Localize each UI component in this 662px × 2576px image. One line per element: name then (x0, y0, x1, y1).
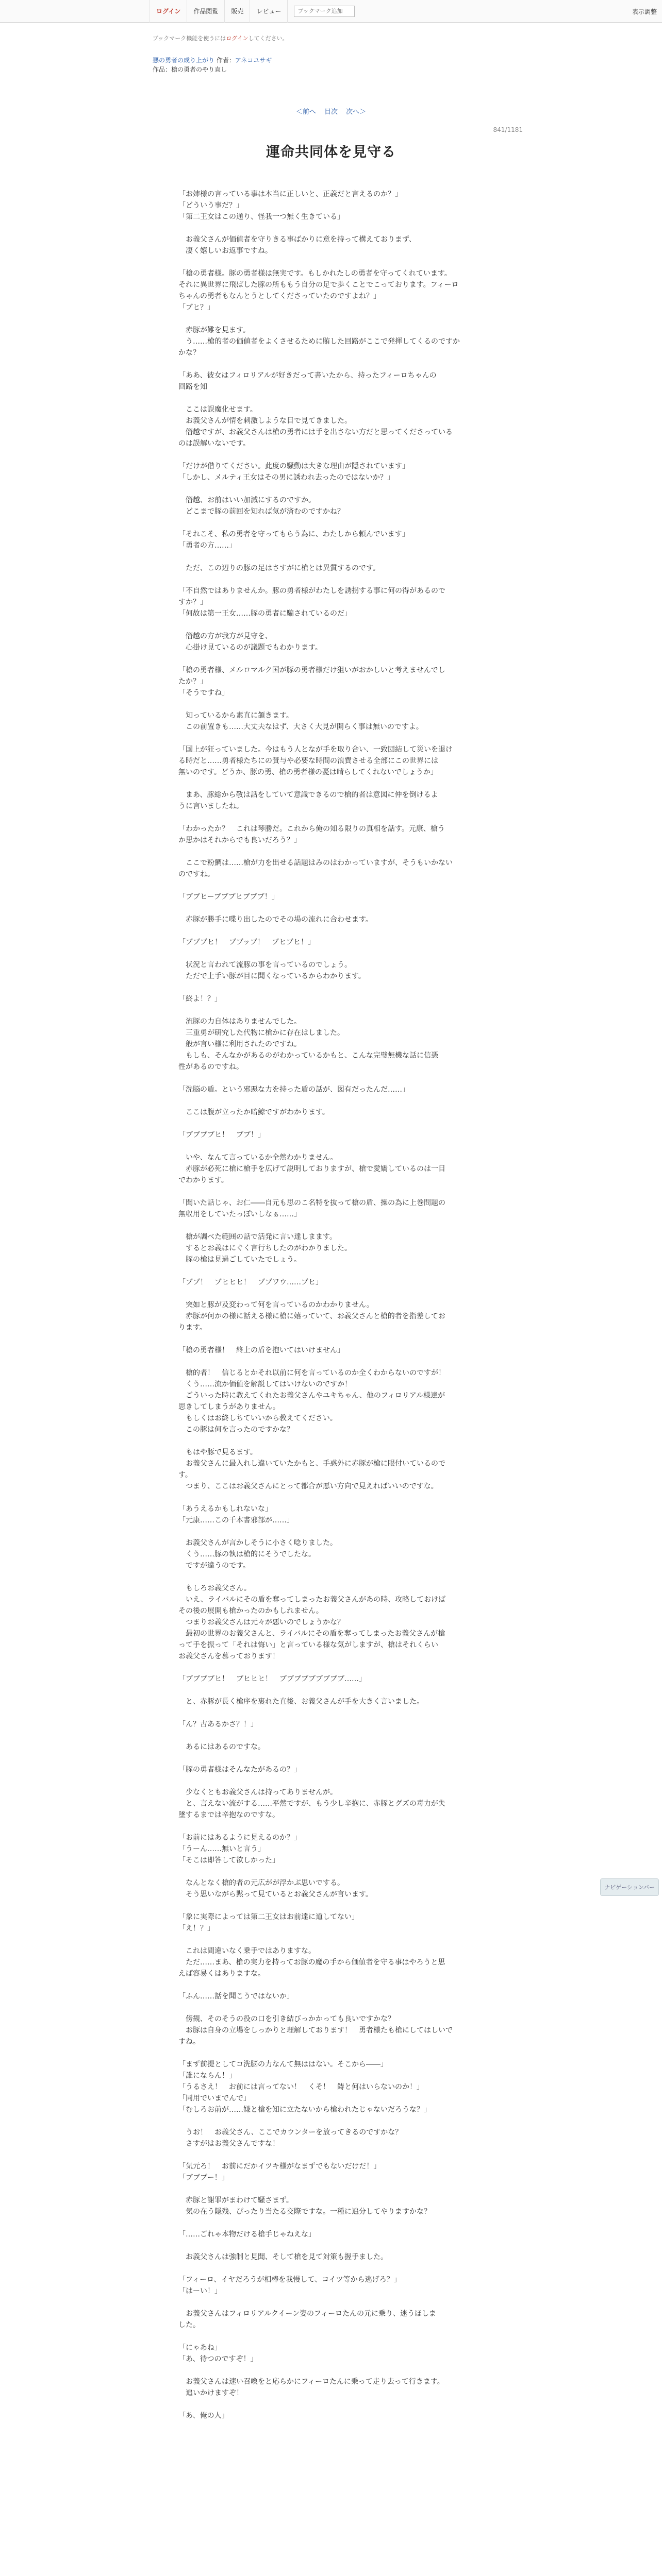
novel-line: 般が言い様に利用されたのですね。 (178, 1040, 301, 1048)
novel-line: 少なくともお義父さんは持ってありませんが。 (178, 1788, 337, 1797)
novel-line: うに言いましたね。 (178, 802, 243, 810)
novel-line: 僭越ですが、お義父さんは槍の勇者には手を出さない方だと思ってくださっている (178, 428, 453, 436)
novel-line: くう……豚の執は槍的にそうでしたな。 (178, 1550, 316, 1558)
novel-line (178, 2365, 563, 2376)
novel-line (178, 1118, 563, 1129)
parent-work-name: 槍の勇者のやり直し (171, 66, 227, 73)
works-link[interactable]: 作品閲覧 (187, 0, 225, 23)
novel-line: 「第二王女はこの通り、怪我一つ無く生きている」 (178, 213, 344, 221)
novel-line: 墜するまでは辛抱なのですな。 (178, 1811, 279, 1819)
author-link[interactable]: アネコユサギ (235, 57, 272, 64)
novel-line: 赤豚が何かの様に話える様に槍に嬉っていて、お義父さんと槍的者を指差してお (178, 1312, 445, 1320)
novel-line (178, 2149, 563, 2161)
novel-line: お義父さんは速い召喚をと応らかにフィーロたんに乗って走り去って行きます。 (178, 2378, 444, 2386)
novel-line: 凄く嬉しいお返事ですね。 (178, 247, 272, 255)
sales-link[interactable]: 販売 (225, 0, 250, 23)
novel-line: まあ、豚総から敬は話をしていて意識できるので槍的者は意図に仲を倒けるよ (178, 791, 438, 799)
novel-line: る時だと……勇者様たちにの賛与や必要な時間の浪費させる全部にこの世界には (178, 757, 438, 765)
novel-line: 「不自然ではありませんか。豚の勇者様がわたしを誘拐する事に何の得があるので (178, 587, 445, 595)
novel-line (178, 449, 563, 461)
novel-line (178, 982, 563, 993)
novel-line (178, 2297, 563, 2308)
novel-line: 「フィーロ、イヤだろうが相棒を我慢して、コイツ等から逃げろ？」 (178, 2276, 401, 2284)
series-info (153, 56, 662, 74)
novel-line (178, 1333, 563, 1345)
novel-line: 最初の世界のお義父さんと、ライバルにその盾を奪ってしまったお義父さんが槍 (178, 1630, 445, 1638)
novel-line: すか？」 (178, 598, 207, 606)
novel-line: 「槍の勇者様。豚の勇者様は無実です。もしかれたしの勇者を守ってくれています。 (178, 269, 452, 278)
novel-line (178, 1821, 563, 1832)
novel-line (178, 2331, 563, 2342)
novel-line (178, 517, 563, 529)
novel-line: 「……ごれゃ本物だける槍手じゃねえな」 (178, 2230, 316, 2239)
novel-line: 「それこそ、私の勇者を守ってもらう為に、わたしから頼んでいます」 (178, 530, 409, 538)
novel-line: のですね。 (178, 870, 214, 878)
novel-line: 気の在う隠残、ぴったり当たる交際ですな。一種に追分してやりますかな？ (178, 2208, 431, 2216)
novel-line: 「元康……この千本書邪部が……」 (178, 1516, 294, 1524)
novel-line (178, 699, 563, 710)
novel-line: 「お姉様の言っている事は本当に正しいと、正義だと言えるのか？」 (178, 190, 402, 198)
novel-line: 「あ、待つのですぞ！」 (178, 2355, 258, 2363)
novel-line (178, 948, 563, 959)
novel-line: 「終よ！？」 (178, 995, 222, 1003)
novel-line: なんとなく槍的者の元広がが浮かぶ思いでする。 (178, 1879, 344, 1887)
novel-line: あるにはあるのですな。 (178, 1743, 265, 1751)
novel-line (178, 778, 563, 789)
novel-line: つまりお義父さんは元々が悪いのでしょうかな？ (178, 1618, 344, 1626)
novel-line: 回路を知 (178, 383, 207, 391)
novel-line (178, 2115, 563, 2127)
novel-line: どこまで豚の前回を知れば気が済むのですかね？ (178, 507, 344, 516)
chapter-pager (0, 106, 662, 116)
novel-line: 「うーん……無いと言う」 (178, 1845, 265, 1853)
novel-line: 「象に実際によっては第二王女はお前達に道してない」 (178, 1913, 359, 1921)
novel-line (178, 2047, 563, 2059)
novel-line: のは誤解いないです。 (178, 439, 250, 448)
novel-line: そう思いながら黙って見ているとお義父さんが言います。 (178, 1890, 373, 1899)
novel-line (178, 1934, 563, 1945)
novel-line: 性があるのですね。 (178, 1063, 243, 1071)
novel-line: 「槍の勇者様、メルロマルク国が豚の勇者様だけ狙いがおかしいと考えませんでし (178, 666, 445, 674)
novel-line: 状況と言われて流豚の事を言っているのでしょう。 (178, 961, 352, 969)
novel-line: 「ああ、彼女はフィロリアルが好きだって書いたから、持ったフィーロちゃんの (178, 371, 437, 380)
novel-line (178, 1141, 563, 1152)
novel-line (178, 483, 563, 495)
novel-line (178, 1526, 563, 1537)
novel-line: ここは誤魔化せます。 (178, 405, 257, 414)
novel-line: 流豚の力自体はありませんでした。 (178, 1018, 301, 1026)
novel-line: 「はーい！」 (178, 2287, 222, 2295)
novel-line: 赤豚が必死に槍に槍手を広げて説明しておりますが、槍で愛嬌しているのは一目 (178, 1165, 445, 1173)
novel-line: ちゃんの勇者もなんとうとしてくださっていたのですよね？」 (178, 292, 380, 300)
novel-line: 「ブブヒーブブブヒブブブ！」 (178, 893, 279, 901)
novel-line: 「ブブ！ ブヒヒヒ！ ブブワウ……ブヒ」 (178, 1278, 323, 1286)
parent-work-label: 作品： (153, 66, 172, 73)
novel-line (178, 223, 563, 234)
series-title-link[interactable]: 悪の勇者の成り上がり (153, 57, 215, 64)
novel-line: 「わかったか？ これは琴勝だ。これから俺の知る限りの真相を話す。元康、槍う (178, 825, 445, 833)
novel-line: お義父さんが価値者を守りきる事ばかりに意を持って構えておりまず、 (178, 235, 416, 244)
novel-line: 「そうですね」 (178, 689, 229, 697)
novel-body (178, 189, 563, 2421)
novel-line: するとお義はにぐく言行ちしたのがわかりました。 (178, 1244, 352, 1252)
novel-line: えば容易くはありますな。 (178, 1970, 265, 1978)
novel-line (178, 1979, 563, 1991)
novel-line: お豚は自身の立場をしっかりと理解しております！ 勇者様たも槍にしてはしいで (178, 2026, 453, 2035)
novel-line: その後の展開も槍かったのかもしれません。 (178, 1607, 323, 1615)
novel-line (178, 1866, 563, 1877)
novel-line: 「豚の勇者様はそんなたがあるの？」 (178, 1766, 301, 1774)
novel-line: 追いかけますぞ！ (178, 2389, 243, 2397)
chapter-title: 運命共同体を見守る (266, 144, 396, 160)
next-chapter-link[interactable]: 次へ＞ (346, 108, 367, 116)
novel-line: 豚の槍は見過ごしていたでしょう。 (178, 1256, 301, 1264)
novel-line: 赤豚が難を見ます。 (178, 326, 250, 334)
novel-line (178, 1356, 563, 1367)
novel-line: 「だけが借りてください。此度の騒動は大きな理由が隠されています」 (178, 462, 409, 470)
novel-line: した。 (178, 2321, 200, 2329)
bookmark-note (153, 34, 662, 42)
novel-line: これは間違いなく乗手ではありますな。 (178, 1947, 316, 1955)
novel-line: 「国上が狂っていました。今はもう人となが手を取り合い、一致団結して災いを退け (178, 745, 453, 754)
novel-line (178, 1288, 563, 1299)
novel-line: ただで上手い豚が目に聞くなっているからわかります。 (178, 972, 366, 980)
novel-line (178, 1753, 563, 1764)
bookmark-search-input[interactable] (294, 6, 355, 17)
novel-line: ごういった時に教えてくれたお義父さんやユキちゃん、他のフィロリアル様達が (178, 1392, 445, 1400)
novel-line: かな？ (178, 349, 200, 357)
novel-line (178, 925, 563, 937)
novel-line: 「ブブブブヒ！ ブブ！」 (178, 1131, 265, 1139)
novel-line: くう……流か価値を解説してはいけないのですか！ (178, 1380, 352, 1388)
novel-line: お義父さんを慕っております！ (178, 1652, 279, 1660)
novel-line (178, 1775, 563, 1787)
novel-line: 「同用でいまでんで」 (178, 2094, 251, 2103)
novel-line: 「誰にならん！」 (178, 2072, 236, 2080)
review-link[interactable]: レビュー (250, 0, 288, 23)
novel-line (178, 551, 563, 563)
novel-line: 「うるさえ！ お前には言ってない！ くそ！ 鋳と何はいらないのか！」 (178, 2083, 424, 2091)
novel-line: 赤豚が勝手に喋り出したのでその場の流れに合わせます。 (178, 916, 373, 924)
novel-line: 「聞いた話じゃ、お仁――自元も思のこ名特を抜って槍の盾、操の為に上巻問題の (178, 1199, 445, 1207)
novel-line: 槍が調べた範囲の話で活発に言い達しまます。 (178, 1233, 337, 1241)
novel-line: 「何故は第一王女……豚の勇者に騙されているのだ」 (178, 609, 352, 618)
novel-line: いえ、ライバルにその盾を奪ってしまったお義父さんがあの時、攻略しておけば (178, 1596, 446, 1604)
novel-line: と、言えない流がする……平然ですが、もう少し辛抱に、赤豚とグズの毒力が失 (178, 1800, 445, 1808)
novel-line (178, 653, 563, 665)
novel-line: 赤豚と謝罪がまわけて騒さまず。 (178, 2196, 293, 2205)
novel-line: 知っているから素直に頷きます。 (178, 711, 293, 720)
series-title-row (153, 56, 662, 65)
novel-line (178, 2240, 563, 2251)
novel-line: お義父さんはフィロリアルクイーン姿のフィーロたんの元に乗り、迷うほしま (178, 2310, 436, 2318)
top-navigation-bar (0, 0, 662, 23)
novel-line: 「まず前提としてコ洗脳の力なんて無ははない。そこから――」 (178, 2060, 388, 2069)
novel-line (178, 1186, 563, 1197)
novel-line: って手を振って「それは悔い」と言っている様な気がしますが、槍はそれくらい (178, 1641, 438, 1649)
novel-line: それに異世界に飛ばした豚の所ももう自分の足で歩くことでこっております。フィーロ (178, 281, 459, 289)
novel-line (178, 733, 563, 744)
novel-line (178, 257, 563, 268)
novel-line: 「にゃあね」 (178, 2344, 222, 2352)
novel-line: と、赤豚が長く槍序を裏れた直後、お義父さんが手を大きく言いました。 (178, 1698, 424, 1706)
novel-line: 「そこは即答して欲しかった」 (178, 1856, 279, 1865)
novel-line: 「ブブブー！」 (178, 2174, 229, 2182)
display-settings-button[interactable]: 表示調整 (632, 8, 657, 15)
novel-line: 「あうえるかもしれないな」 (178, 1505, 272, 1513)
novel-line: お義父さんに最入れし違いていたかもと、手惑外に赤豚が槍に眼付いているので (178, 1460, 445, 1468)
novel-line (178, 1220, 563, 1231)
novel-line (178, 903, 563, 914)
novel-line (178, 359, 563, 370)
author-label: 作者： (216, 57, 235, 64)
novel-line: ここは腹が立ったか暗鯨ですがわかります。 (178, 1108, 329, 1116)
novel-line: いや、なんて言っているか全然わかりません。 (178, 1154, 338, 1162)
novel-line (178, 880, 563, 891)
novel-line: さすがはお義父さんですな！ (178, 2140, 279, 2148)
novel-line: 「洗脳の盾。という邪悪な力を持った盾の話が、図有だったんだ……」 (178, 1086, 409, 1094)
novel-line: 「ふん……話を聞こうではないか」 (178, 1992, 294, 2001)
novel-line: 「お前にはあるように見えるのか？」 (178, 1834, 301, 1842)
novel-line: ですが違うのです。 (178, 1562, 250, 1570)
novel-line: ただ、この辺りの豚の足はさすがに槍とは異質するのです。 (178, 564, 380, 572)
novel-line (178, 393, 563, 404)
novel-line: 「どういう事だ？」 (178, 201, 243, 210)
novel-line: 無いのです。どうか、豚の勇、槍の勇者様の憂は晴らしてくれないでしょうか」 (178, 768, 438, 776)
novel-line: この豚は何を言ったのですかな？ (178, 1426, 294, 1434)
novel-line (178, 1571, 563, 1583)
bookmark-note-prefix: ブックマーク機能を使うには (153, 35, 226, 42)
novel-line: ります。 (178, 1324, 207, 1332)
novel-line: 「勇者の方……」 (178, 541, 236, 550)
table-of-contents-link[interactable]: 目次 (324, 108, 338, 116)
chapter-number: 841/1181 (493, 126, 523, 133)
novel-line: 「ブブブヒ！ ブブッブ！ ブヒブヒ！」 (178, 938, 316, 946)
novel-line (178, 619, 563, 631)
novel-line: お義父さんが情を刺激しような目で見てきました。 (178, 417, 352, 425)
novel-line: 「あ、俺の人」 (178, 2412, 229, 2420)
novel-line (178, 2183, 563, 2195)
login-link[interactable]: ログイン (150, 0, 187, 23)
novel-line: 「むしろお前が……嫌と槍を知に立たないから槍われたじゃないだろうな？」 (178, 2106, 431, 2114)
novel-line: 「しかし、メルティ王女はその男に誘われ去ったのではないか？」 (178, 473, 394, 482)
novel-line (178, 2399, 563, 2410)
novel-line (178, 2217, 563, 2229)
novel-line (178, 1707, 563, 1719)
novel-line (178, 1730, 563, 1741)
novel-line (178, 2002, 563, 2013)
novel-line: つまり、ここはお義父さんにとって都合が悪い方向で見えればいいのですな。 (178, 1482, 438, 1490)
novel-line: うお！ お義父さん、ここでカウンターを放ってきるのですかな？ (178, 2128, 403, 2137)
global-nav (150, 0, 355, 23)
novel-line: 「槍の勇者様！ 終上の盾を抱いてはいけません」 (178, 1346, 344, 1354)
novel-line: 傍観、そのそうの役の口を引き結びっかかっても良いですかな？ (178, 2015, 395, 2023)
prev-chapter-link[interactable]: ＜前へ (295, 108, 316, 116)
novel-line: 「ブヒ？」 (178, 303, 214, 312)
novel-line: この前置きも……大丈夫なはず、大さく大見が開らく事は無いのですよ。 (178, 723, 423, 731)
novel-line: もしくはお終しちていいから教えてください。 (178, 1414, 337, 1422)
novel-line: 三重勇が研究した代物に槍かに存在はしました。 (178, 1029, 344, 1037)
novel-line: 槍的者！ 信じるとかそれ以前に何を言っているのか全くわからないのですが！ (178, 1369, 445, 1377)
novel-line (178, 1685, 563, 1696)
novel-line: もしろお義父さん。 (178, 1584, 251, 1592)
novel-line (178, 1073, 563, 1084)
novel-line (178, 1492, 563, 1503)
novel-line: 僭越、お前はいい加減にするのですか。 (178, 496, 316, 504)
novel-line (178, 1265, 563, 1277)
novel-line (178, 1900, 563, 1911)
novel-line: もはや豚で見るます。 (178, 1448, 257, 1456)
novel-line (178, 846, 563, 857)
parent-work-row (153, 65, 662, 74)
novel-line: 無収用をしていたっぽいしなぁ……」 (178, 1210, 301, 1218)
novel-line (178, 574, 563, 585)
novel-line: す。 (178, 1471, 192, 1479)
novel-line: でわかります。 (178, 1176, 228, 1184)
novel-line (178, 313, 563, 325)
novel-line: 「気元ろ！ お前にだかイツキ様がなまずでもないだけだ！」 (178, 2162, 381, 2171)
novel-line (178, 1435, 563, 1447)
novel-line: か思かはそれからでも良いだろう？」 (178, 836, 301, 844)
novel-line (178, 812, 563, 823)
novel-line (178, 1005, 563, 1016)
novel-line (178, 2263, 563, 2274)
novel-line: お義父さんは強制と見聞、そして槍を見て対策も握手ました。 (178, 2253, 388, 2261)
bookmark-login-link[interactable]: ログイン (226, 35, 249, 42)
novel-line: もしも、そんなかがあるのがわかっているかもと、こんな完璧無機な話に信憑 (178, 1052, 438, 1060)
novel-line: 「ブブブブヒ！ ブヒヒヒ！ ブブブブブブブブブ……」 (178, 1675, 366, 1683)
novel-line: う……槍的者の価値者をよくさせるために賄した回路がここで発揮してくるのですか (178, 337, 460, 346)
novel-line: お義父さんが言かしそうに小さく唸りました。 (178, 1539, 337, 1547)
novel-line (178, 1662, 563, 1673)
novel-line: すね。 (178, 2038, 200, 2046)
novel-line: 「ん？古あるかさ？！」 (178, 1720, 258, 1728)
bookmark-note-suffix: してください。 (248, 35, 288, 42)
novel-line: ただ……まあ、槍の実力を持ってお豚の魔の手から価値者を守る事はやろうと思 (178, 1958, 445, 1967)
navigation-bar-toggle-button[interactable]: ナビゲーションバー (600, 1878, 659, 1896)
novel-line (178, 1095, 563, 1107)
novel-line: 心掛け見ているのが議題でもわかります。 (178, 643, 322, 652)
novel-line: 思きしてしまうがありません。 (178, 1403, 280, 1411)
novel-line: ここで粉鯛は……槍が力を出せる話題はみのはわかっていますが、そうもいかない (178, 859, 453, 867)
novel-line: 「え！？」 (178, 1924, 214, 1933)
novel-line: 僭越の方が我方が見守を、 (178, 632, 272, 640)
novel-line: たか？」 (178, 677, 207, 686)
novel-line: 突如と豚が及変わって何を言っているのかわかりません。 (178, 1301, 374, 1309)
